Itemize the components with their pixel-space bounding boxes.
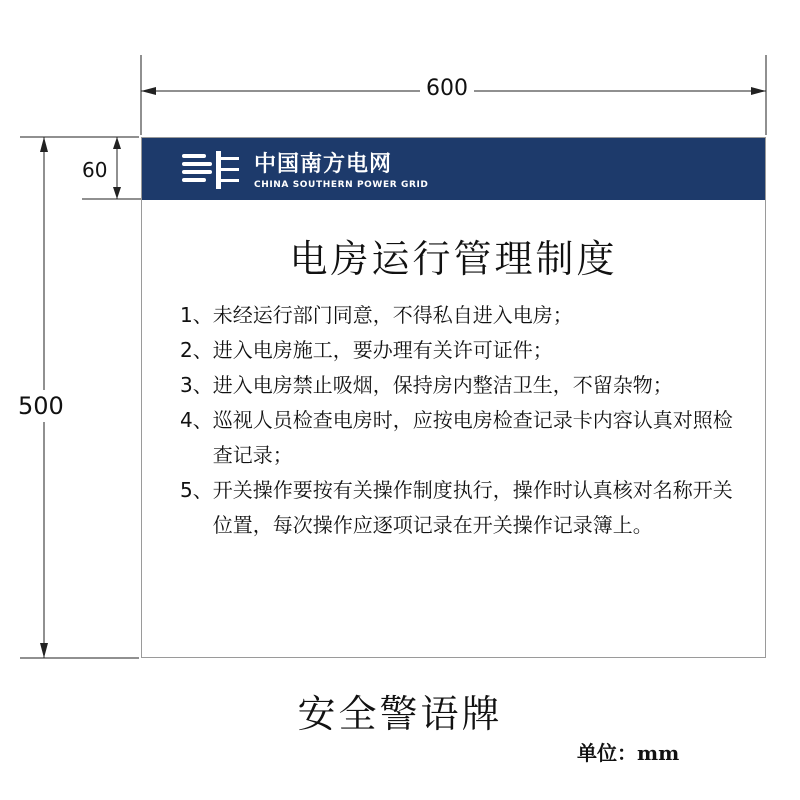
rule-number: 3、 [180, 373, 213, 397]
rule-item [180, 403, 740, 473]
sign-header-band [142, 138, 765, 200]
rule-number: 4、 [180, 408, 213, 432]
brand-name-english: CHINA SOUTHERN POWER GRID [254, 180, 429, 190]
rule-text: 未经运行部门同意，不得私自进入电房； [212, 303, 573, 327]
rule-item [180, 368, 740, 403]
rule-text: 开关操作要按有关操作制度执行，操作时认真核对名称开关位置，每次操作应逐项记录在开关操作记录簿上。 [212, 478, 733, 537]
rule-text: 进入电房施工，要办理有关许可证件； [212, 338, 553, 362]
unit-label: 单位：mm [577, 741, 680, 765]
header-height-dimension-label: 60 [82, 158, 108, 182]
grid-stripes-logo-icon [182, 151, 242, 189]
rules-list [180, 298, 740, 543]
rule-number: 2、 [180, 338, 213, 362]
sign-board [141, 137, 766, 658]
caption: 安全警语牌 [297, 692, 503, 736]
width-dimension-label: 600 [420, 76, 474, 101]
rule-number: 1、 [180, 303, 213, 327]
brand-name-chinese: 中国南方电网 [254, 152, 393, 177]
rule-text: 巡视人员检查电房时，应按电房检查记录卡内容认真对照检查记录； [212, 408, 733, 467]
height-dimension-label: 500 [14, 390, 68, 422]
rule-item [180, 473, 740, 543]
rule-text: 进入电房禁止吸烟，保持房内整洁卫生，不留杂物； [212, 373, 673, 397]
rule-item [180, 298, 740, 333]
rule-number: 5、 [180, 478, 213, 502]
sign-title: 电房运行管理制度 [289, 237, 618, 281]
rule-item [180, 333, 740, 368]
